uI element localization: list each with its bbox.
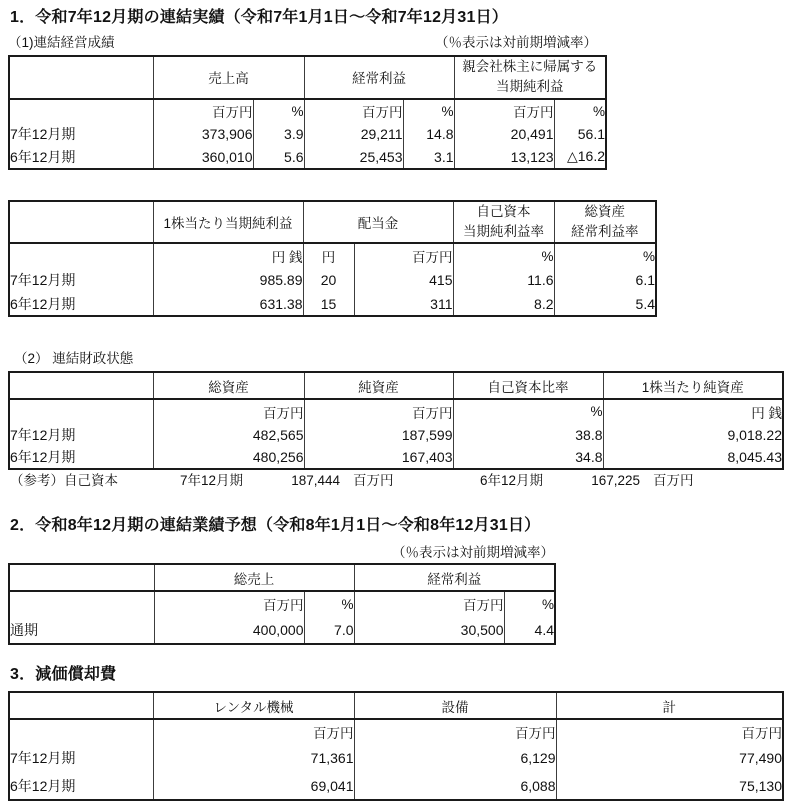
unit-header: % — [304, 591, 354, 616]
section-label-operating-results: （1)連結経営成績 — [8, 35, 115, 50]
corner-cell — [9, 56, 153, 99]
cell-value: 5.4 — [554, 292, 656, 316]
row-label: 7年12月期 — [9, 268, 153, 292]
unit-header: 百万円 — [454, 99, 554, 123]
unit-header: 百万円 — [153, 99, 253, 123]
financial-position-table — [8, 371, 784, 470]
empty-cell — [9, 719, 153, 744]
cell-value: 360,010 — [153, 146, 253, 169]
reference-period-1: 7年12月期 — [180, 473, 244, 488]
cell-value: 29,211 — [304, 123, 403, 146]
unit-header: 百万円 — [556, 719, 783, 744]
unit-header: 円 — [303, 243, 354, 268]
unit-row — [9, 399, 783, 423]
cell-value: 71,361 — [153, 744, 354, 772]
section-3 — [0, 665, 789, 801]
cell-value: 15 — [303, 292, 354, 316]
corner-cell — [9, 372, 153, 399]
corner-cell — [9, 564, 154, 591]
per-share-dividend-table — [8, 200, 657, 318]
unit-header: 百万円 — [304, 399, 453, 423]
forecast-table — [8, 563, 556, 645]
column-group-header-dividend: 配当金 — [303, 201, 453, 244]
corner-cell — [9, 201, 153, 244]
column-group-header-equity-ratio: 自己資本比率 — [453, 372, 603, 399]
page-title-2: 2．令和8年12月期の連結業績予想（令和8年1月1日～令和8年12月31日） — [10, 517, 541, 534]
cell-value: 56.1 — [554, 123, 606, 146]
column-group-header-sales: 売上高 — [153, 56, 304, 99]
row-label: 6年12月期 — [9, 772, 153, 800]
cell-value: 30,500 — [354, 616, 504, 644]
cell-value: 480,256 — [153, 446, 304, 469]
column-group-header-total: 計 — [556, 692, 783, 719]
empty-cell — [9, 243, 153, 268]
column-group-header-net-income: 親会社株主に帰属する 当期純利益 — [454, 56, 606, 99]
operating-results-table — [8, 55, 607, 170]
reference-line — [0, 472, 789, 490]
column-group-header-net-assets: 純資産 — [304, 372, 453, 399]
cell-value: 77,490 — [556, 744, 783, 772]
section-2 — [0, 516, 789, 645]
reference-value-1: 187,444 — [291, 473, 340, 488]
unit-header: % — [453, 399, 603, 423]
reference-unit-2: 百万円 — [653, 473, 694, 488]
column-group-header-equipment: 設備 — [354, 692, 556, 719]
table-row — [9, 268, 656, 292]
section-label-financial-position: （2） 連結財政状態 — [14, 351, 134, 366]
column-group-header-ordinary-profit: 経常利益 — [304, 56, 454, 99]
cell-value: 400,000 — [154, 616, 304, 644]
cell-value: 6,088 — [354, 772, 556, 800]
row-label: 6年12月期 — [9, 146, 153, 169]
cell-value: 75,130 — [556, 772, 783, 800]
cell-value: 415 — [354, 268, 453, 292]
table-row — [9, 446, 783, 469]
cell-value: 9,018.22 — [603, 423, 783, 446]
cell-value: 14.8 — [403, 123, 454, 146]
table-row — [9, 744, 783, 772]
depreciation-table — [8, 691, 784, 801]
cell-value: 8.2 — [453, 292, 554, 316]
percent-note-2: （％表示は対前期増減率） — [392, 545, 554, 560]
cell-value: 187,599 — [304, 423, 453, 446]
unit-header: 百万円 — [153, 719, 354, 744]
cell-value: 311 — [354, 292, 453, 316]
unit-header: 百万円 — [354, 243, 453, 268]
cell-value: 373,906 — [153, 123, 253, 146]
unit-header: 百万円 — [354, 719, 556, 744]
empty-cell — [9, 399, 153, 423]
reference-unit-1: 百万円 — [353, 473, 394, 488]
column-group-header-eps: 1株当たり当期純利益 — [153, 201, 303, 244]
cell-value: 34.8 — [453, 446, 603, 469]
reference-label: （参考）自己資本 — [10, 473, 118, 488]
cell-value: 11.6 — [453, 268, 554, 292]
cell-value: 5.6 — [253, 146, 304, 169]
column-group-header-ordinary-profit: 経常利益 — [354, 564, 555, 591]
table-row — [9, 772, 783, 800]
corner-cell — [9, 692, 153, 719]
unit-header: % — [453, 243, 554, 268]
table-row — [9, 423, 783, 446]
cell-value: 25,453 — [304, 146, 403, 169]
unit-header: 百万円 — [354, 591, 504, 616]
cell-value: △16.2 — [554, 146, 606, 169]
column-group-header-roa: 総資産 経常利益率 — [554, 201, 656, 244]
unit-row — [9, 719, 783, 744]
cell-value: 69,041 — [153, 772, 354, 800]
cell-value: 3.9 — [253, 123, 304, 146]
unit-header: 百万円 — [304, 99, 403, 123]
column-group-header-total-assets: 総資産 — [153, 372, 304, 399]
row-label: 6年12月期 — [9, 292, 153, 316]
cell-value: 20 — [303, 268, 354, 292]
cell-value: 20,491 — [454, 123, 554, 146]
unit-header: % — [554, 99, 606, 123]
percent-note-1: （％表示は対前期増減率） — [435, 35, 597, 50]
unit-header: 円 銭 — [603, 399, 783, 423]
unit-row — [9, 591, 555, 616]
row-label: 7年12月期 — [9, 744, 153, 772]
unit-header: % — [253, 99, 304, 123]
results-subheader-row — [8, 34, 597, 51]
cell-value: 38.8 — [453, 423, 603, 446]
page-title-1: 1．令和7年12月期の連結実績（令和7年1月1日～令和7年12月31日） — [10, 9, 508, 26]
cell-value: 8,045.43 — [603, 446, 783, 469]
unit-header: 百万円 — [154, 591, 304, 616]
cell-value: 167,403 — [304, 446, 453, 469]
row-label: 7年12月期 — [9, 123, 153, 146]
row-label: 6年12月期 — [9, 446, 153, 469]
unit-header: % — [403, 99, 454, 123]
table-row — [9, 123, 606, 146]
cell-value: 631.38 — [153, 292, 303, 316]
column-group-header-bps: 1株当たり純資産 — [603, 372, 783, 399]
cell-value: 7.0 — [304, 616, 354, 644]
table-row — [9, 616, 555, 644]
column-group-header-total-sales: 総売上 — [154, 564, 354, 591]
column-group-header-roe: 自己資本 当期純利益率 — [453, 201, 554, 244]
reference-value-2: 167,225 — [591, 473, 640, 488]
row-label: 通期 — [9, 616, 154, 644]
cell-value: 3.1 — [403, 146, 454, 169]
cell-value: 4.4 — [504, 616, 555, 644]
cell-value: 985.89 — [153, 268, 303, 292]
unit-header: 円 銭 — [153, 243, 303, 268]
unit-row — [9, 99, 606, 123]
reference-period-2: 6年12月期 — [480, 473, 544, 488]
empty-cell — [9, 591, 154, 616]
empty-cell — [9, 99, 153, 123]
cell-value: 6,129 — [354, 744, 556, 772]
cell-value: 482,565 — [153, 423, 304, 446]
row-label: 7年12月期 — [9, 423, 153, 446]
cell-value: 6.1 — [554, 268, 656, 292]
unit-header: % — [504, 591, 555, 616]
column-group-header-rental-machinery: レンタル機械 — [153, 692, 354, 719]
forecast-note-row — [8, 544, 554, 561]
unit-header: 百万円 — [153, 399, 304, 423]
page-title-3: 3．減価償却費 — [10, 666, 117, 683]
unit-header: % — [554, 243, 656, 268]
table-row — [9, 146, 606, 169]
unit-row — [9, 243, 656, 268]
table-row — [9, 292, 656, 316]
cell-value: 13,123 — [454, 146, 554, 169]
